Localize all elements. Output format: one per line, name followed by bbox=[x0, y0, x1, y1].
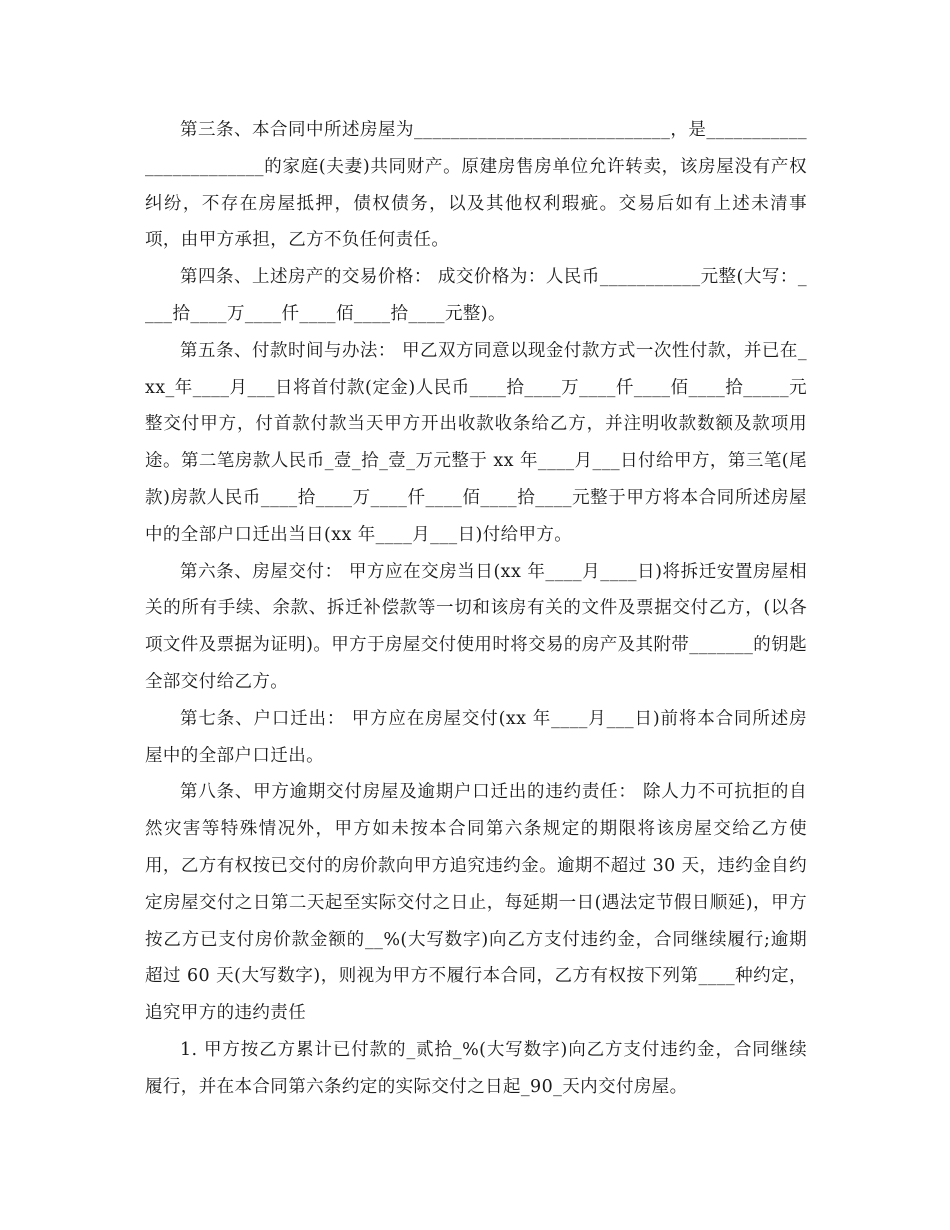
article-7-paragraph: 第七条、户口迁出： 甲方应在房屋交付(xx 年____月___日)前将本合同所述房屋中的全部户口迁出。 bbox=[145, 708, 807, 766]
article-3-paragraph: 第三条、本合同中所述房屋为____________________________，是________________________的家庭(夫妻)共同财产。原建房售房单位允许转卖，该房屋没有产权纠纷，不存在房屋抵押，债权债务，以及其他权利瑕疵。交易后如有上述未清事项，由甲方承担，乙方不负任何责任。 bbox=[145, 120, 807, 251]
article-5-paragraph: 第五条、付款时间与办法： 甲乙双方同意以现金付款方式一次性付款，并已在_xx_年____月___日将首付款(定金)人民币____拾____万____仟____佰____拾_____元整交付甲方，付首款付款当天甲方开出收款收条给乙方，并注明收款数额及款项用途。第二笔房款人民币_壹_拾_壹_万元整于 xx 年____月___日付给甲方，第三笔(尾款)房款人民币____拾____万____仟____佰____拾____元整于甲方将本合同所述房屋中的全部户口迁出当日(xx 年____月___日)付给甲方。 bbox=[145, 340, 807, 545]
contract-body bbox=[145, 112, 807, 1106]
article-6-paragraph: 第六条、房屋交付： 甲方应在交房当日(xx 年____月____日)将拆迁安置房屋相关的所有手续、余款、拆迁补偿款等一切和该房有关的文件及票据交付乙方，(以各项文件及票据为证明)。甲方于房屋交付使用时将交易的房产及其附带_______的钥匙全部交付给乙方。 bbox=[145, 561, 807, 692]
article-4-paragraph: 第四条、上述房产的交易价格： 成交价格为：人民币___________元整(大写：____拾____万____仟____佰____拾____元整)。 bbox=[145, 267, 807, 324]
article-8-item-1-paragraph: 1. 甲方按乙方累计已付款的_贰拾_%(大写数字)向乙方支付违约金，合同继续履行，并在本合同第六条约定的实际交付之日起_90_天内交付房屋。 bbox=[145, 1039, 807, 1097]
article-8-paragraph: 第八条、甲方逾期交付房屋及逾期户口迁出的违约责任： 除人力不可抗拒的自然灾害等特殊情况外，甲方如未按本合同第六条规定的期限将该房屋交给乙方使用，乙方有权按已交付的房价款向甲方追究违约金。逾期不超过 30 天，违约金自约定房屋交付之日第二天起至实际交付之日止，每延期一日(遇法定节假日顺延)，甲方按乙方已支付房价款金额的__%(大写数字)向乙方支付违约金，合同继续履行;逾期超过 60 天(大写数字)，则视为甲方不履行本合同，乙方有权按下列第____种约定，追究甲方的违约责任 bbox=[145, 782, 807, 1024]
